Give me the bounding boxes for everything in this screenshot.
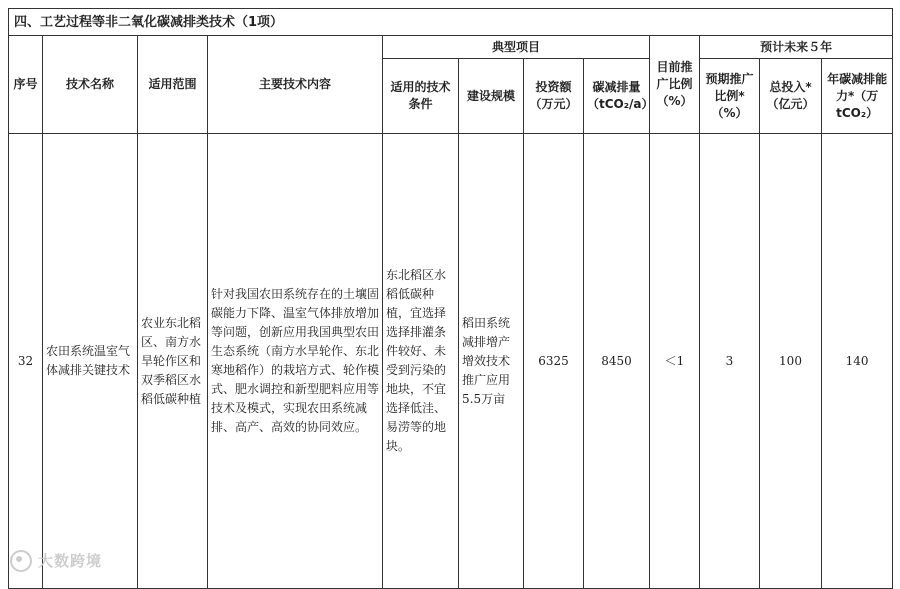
cell-scale: 稻田系统减排增产增效技术推广应用5.5万亩: [459, 134, 524, 589]
header-scope: 适用范围: [138, 36, 208, 134]
cell-reduction: 8450: [584, 134, 650, 589]
header-content: 主要技术内容: [208, 36, 383, 134]
cell-current-ratio: ＜1: [650, 134, 700, 589]
cell-total-investment: 100: [760, 134, 822, 589]
header-total-investment: 总投入*（亿元）: [760, 59, 822, 134]
cell-scope: 农业东北稻区、南方水旱轮作区和双季稻区水稻低碳种植: [138, 134, 208, 589]
cell-conditions: 东北稻区水稻低碳种植，宜选择选择排灌条件较好、未受到污染的地块，不宜选择低洼、易涝等的地块。: [383, 134, 459, 589]
cell-name: 农田系统温室气体减排关键技术: [43, 134, 138, 589]
watermark-text: 大数跨境: [38, 551, 103, 570]
header-name: 技术名称: [43, 36, 138, 134]
header-typical-project: 典型项目: [383, 36, 650, 59]
header-forecast: 预计未来５年: [700, 36, 893, 59]
header-scale: 建设规模: [459, 59, 524, 134]
cell-investment: 6325: [524, 134, 584, 589]
header-conditions: 适用的技术条件: [383, 59, 459, 134]
cell-no: 32: [9, 134, 43, 589]
header-expected-ratio: 预期推广比例*（%）: [700, 59, 760, 134]
cell-content: 针对我国农田系统存在的土壤固碳能力下降、温室气体排放增加等问题，创新应用我国典型农田生态系统（南方水旱轮作、东北寒地稻作）的栽培方式、轮作模式、肥水调控和新型肥料应用等技术及模式，实现农田系统减排、高产、高效的协同效应。: [208, 134, 383, 589]
header-reduction: 碳减排量（tCO₂/a）: [584, 59, 650, 134]
header-investment: 投资额（万元）: [524, 59, 584, 134]
table-container: [8, 8, 892, 589]
cell-expected-ratio: 3: [700, 134, 760, 589]
watermark: [10, 550, 102, 573]
logo-icon: [10, 550, 32, 572]
technology-table: [8, 8, 893, 589]
header-annual-capacity: 年碳减排能力*（万tCO₂）: [822, 59, 893, 134]
section-title: 四、工艺过程等非二氧化碳减排类技术（1项）: [9, 9, 893, 36]
header-no: 序号: [9, 36, 43, 134]
header-current-ratio: 目前推广比例（%）: [650, 36, 700, 134]
table-row: [9, 134, 893, 589]
cell-annual-capacity: 140: [822, 134, 893, 589]
